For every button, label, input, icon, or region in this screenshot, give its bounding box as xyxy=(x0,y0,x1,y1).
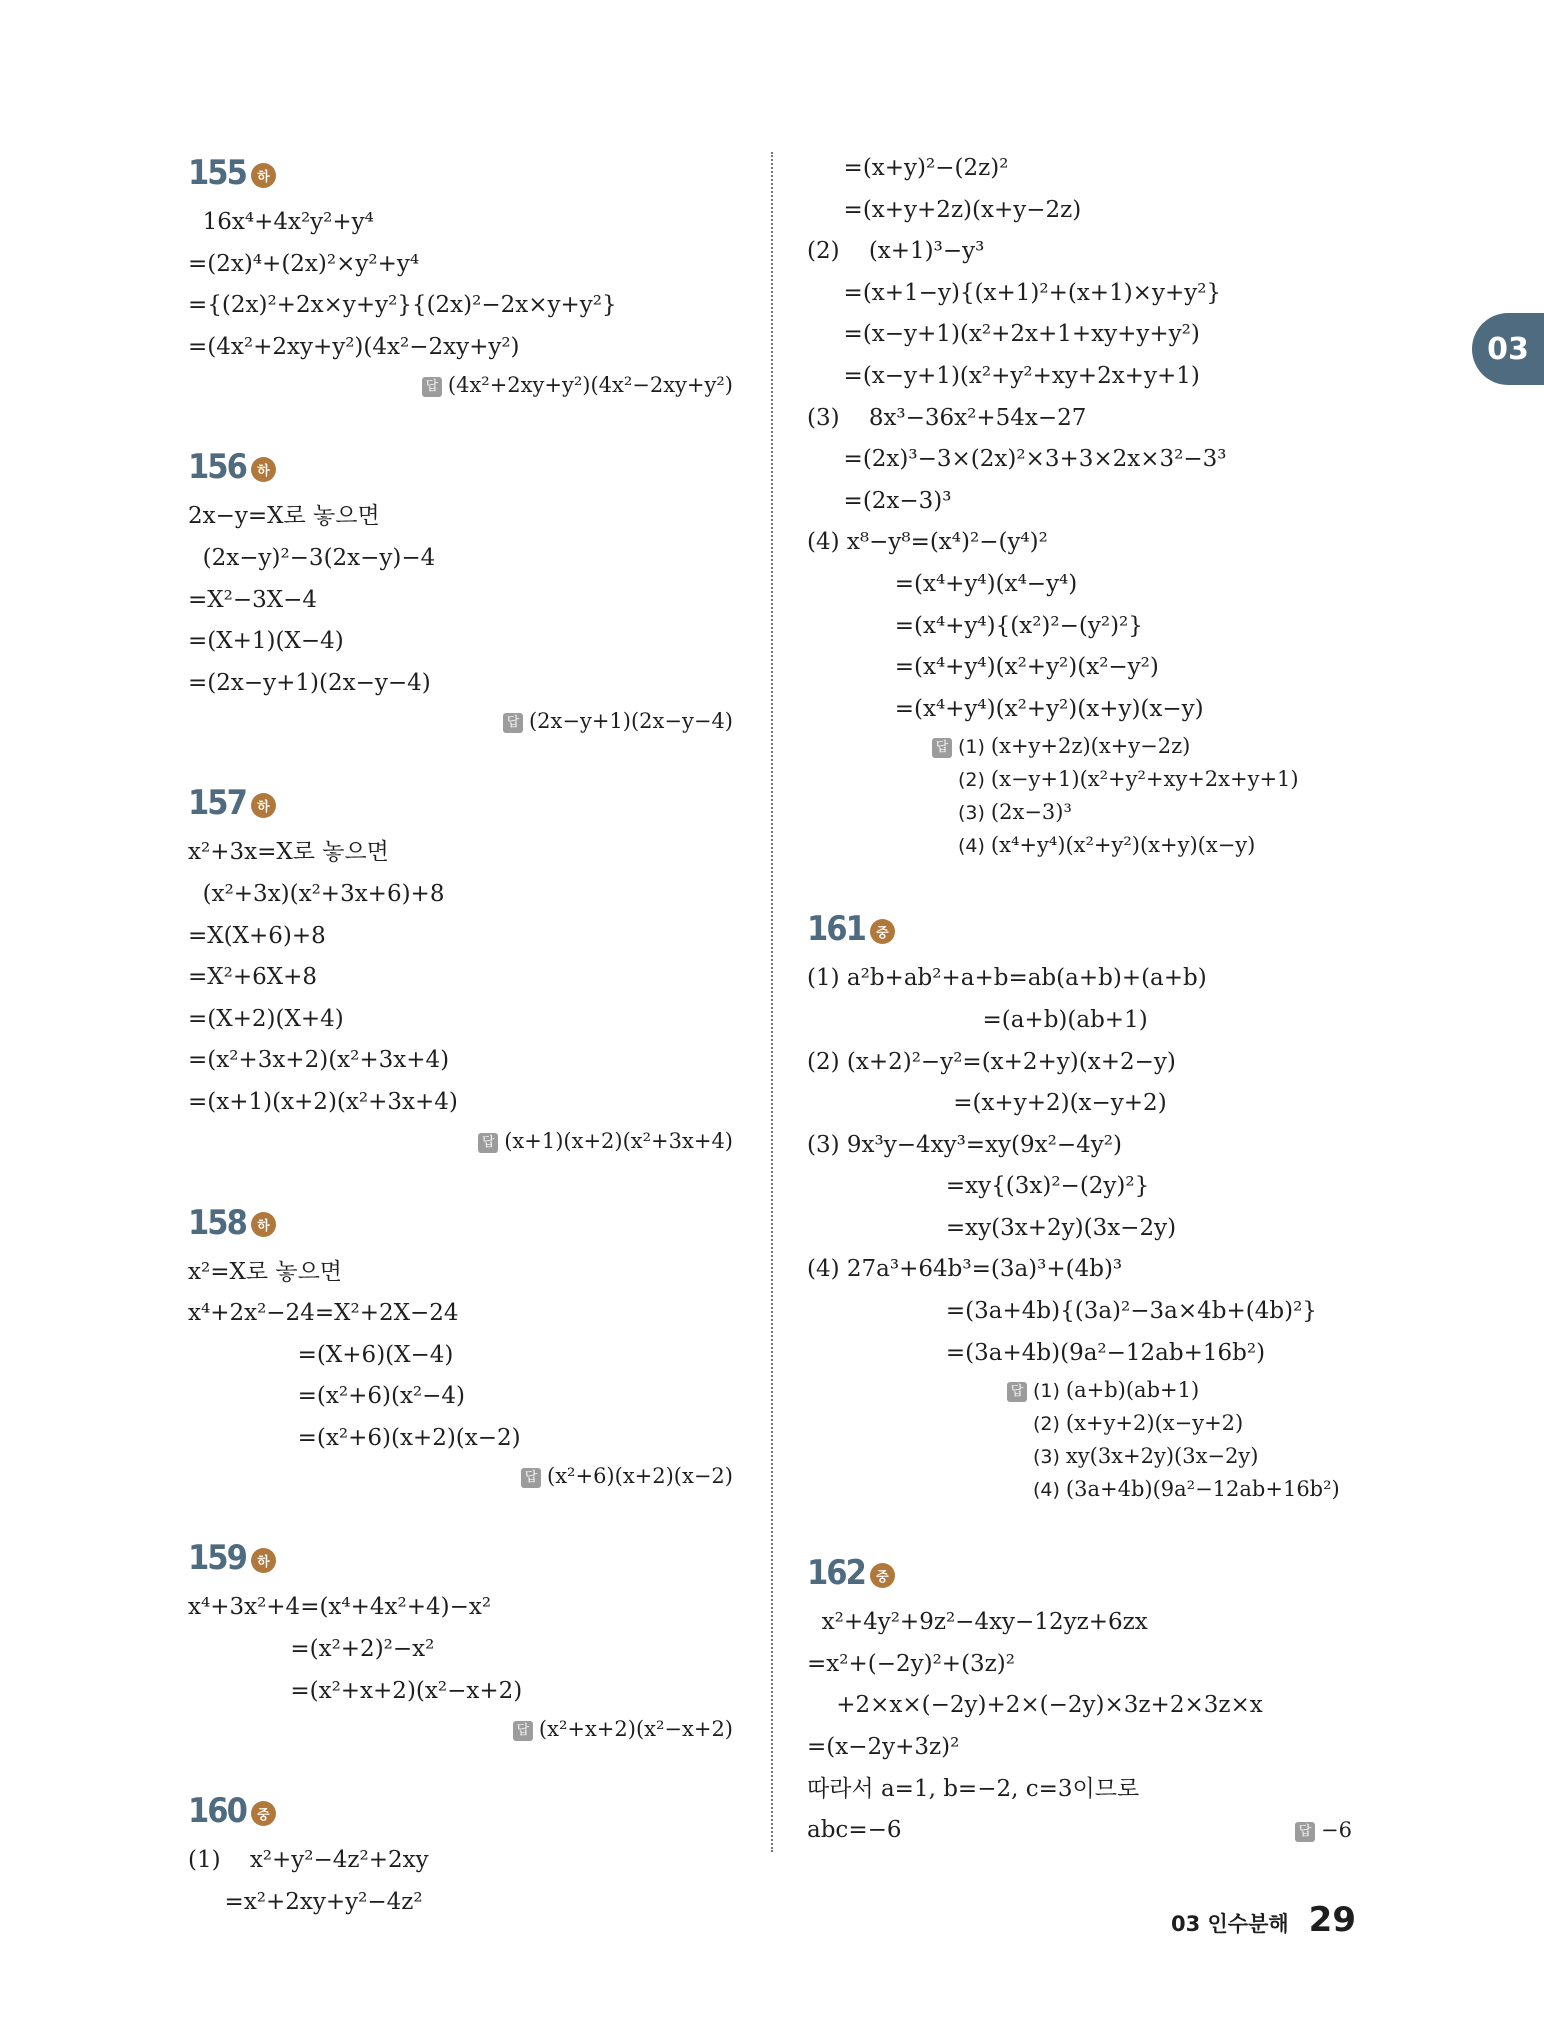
solution-line: =(3a+4b){(3a)²−3a×4b+(4b)²} xyxy=(807,1298,1317,1325)
footer-chapter-title: 03 인수분해 xyxy=(1170,1912,1289,1936)
solution-line: =(x⁴+y⁴)(x²+y²)(x²−y²) xyxy=(807,654,1159,681)
problem-header xyxy=(188,1198,733,1248)
solution-line: =(x−y+1)(x²+y²+xy+2x+y+1) xyxy=(807,362,1200,389)
answer-block xyxy=(807,730,1357,862)
answer-line xyxy=(1007,1407,1357,1440)
problem-162 xyxy=(807,1548,1357,1852)
problem-number: 160 xyxy=(188,1791,246,1832)
answer-text: xy(3x+2y)(3x−2y) xyxy=(1065,1444,1259,1469)
problem-159 xyxy=(188,1533,733,1746)
answer-line xyxy=(188,1459,733,1493)
answer-line xyxy=(1007,1374,1357,1407)
answer-line xyxy=(188,704,733,738)
solution-line: 따라서 a=1, b=−2, c=3이므로 xyxy=(807,1775,1140,1802)
page-number: 29 xyxy=(1308,1900,1356,1940)
solution-line: =(x⁴+y⁴)(x⁴−y⁴) xyxy=(807,570,1078,597)
solution-line: =(x+y)²−(2z)² xyxy=(807,155,1009,181)
solution-line: =(x²+6)(x+2)(x−2) xyxy=(188,1424,521,1451)
solution-line: 2x−y=X로 놓으면 xyxy=(188,503,380,530)
left-column xyxy=(188,148,733,1923)
answer-text: (x²+x+2)(x²−x+2) xyxy=(538,1717,733,1742)
difficulty-badge: 하 xyxy=(251,163,276,188)
answer-sub-label: (3) xyxy=(1033,1446,1060,1469)
solution-line: =(3a+4b)(9a²−12ab+16b²) xyxy=(807,1339,1266,1366)
answer-text: (2x−3)³ xyxy=(990,800,1072,825)
answer-text: (x²+6)(x+2)(x−2) xyxy=(547,1464,733,1489)
solution-line: (1) a²b+ab²+a+b=ab(a+b)+(a+b) xyxy=(807,965,1207,992)
solution-line: (1) x²+y²−4z²+2xy xyxy=(188,1847,429,1874)
solution-line: (2) (x+1)³−y³ xyxy=(807,238,985,265)
solution-line: =X²+6X+8 xyxy=(188,964,318,991)
solution-line: =(x²+6)(x²−4) xyxy=(188,1383,466,1410)
answer-icon: 답 xyxy=(503,713,523,733)
solution-line: =(2x−y+1)(2x−y−4) xyxy=(188,669,431,696)
solution-line: 16x⁴+4x²y²+y⁴ xyxy=(188,209,374,235)
final-answer xyxy=(1295,1810,1352,1852)
solution-line: (2x−y)²−3(2x−y)−4 xyxy=(188,544,436,571)
solution-line: =(x+1−y){(x+1)²+(x+1)×y+y²} xyxy=(807,279,1222,306)
difficulty-badge: 하 xyxy=(251,793,276,818)
difficulty-badge: 하 xyxy=(251,457,276,482)
problem-number: 161 xyxy=(807,909,865,950)
solution-line: =(x²+2)²−x² xyxy=(188,1636,435,1663)
solution-line: =(2x)³−3×(2x)²×3+3×2x×3²−3³ xyxy=(807,446,1227,473)
solution-line: =(X+1)(X−4) xyxy=(188,628,344,655)
solution-line: =x²+2xy+y²−4z² xyxy=(188,1888,423,1915)
problem-number: 156 xyxy=(188,447,246,488)
answer-line xyxy=(188,1712,733,1746)
problem-number: 155 xyxy=(188,153,246,193)
answer-line xyxy=(932,730,1357,763)
solution-line: (4) x⁸−y⁸=(x⁴)²−(y⁴)² xyxy=(807,529,1048,556)
answer-text: (x+1)(x+2)(x²+3x+4) xyxy=(504,1128,733,1153)
difficulty-badge: 중 xyxy=(870,919,895,944)
solution-line: +2×x×(−2y)+2×(−2y)×3z+2×3z×x xyxy=(807,1692,1263,1719)
problem-155 xyxy=(188,148,733,402)
solution-line: ={(2x)²+2x×y+y²}{(2x)²−2x×y+y²} xyxy=(188,292,617,319)
problem-header xyxy=(188,1786,733,1836)
final-line xyxy=(807,1810,1352,1852)
answer-text: (x+y+2z)(x+y−2z) xyxy=(990,734,1191,759)
answer-text: (x−y+1)(x²+y²+xy+2x+y+1) xyxy=(990,767,1299,792)
answer-sub-label: (2) xyxy=(1033,1413,1060,1436)
answer-text: (a+b)(ab+1) xyxy=(1065,1378,1200,1403)
solution-line: (4) 27a³+64b³=(3a)³+(4b)³ xyxy=(807,1256,1123,1283)
solution-line: x²=X로 놓으면 xyxy=(188,1258,343,1285)
difficulty-badge: 하 xyxy=(251,1548,276,1573)
solution-line: =(x+y+2z)(x+y−2z) xyxy=(807,196,1082,223)
answer-icon: 답 xyxy=(478,1133,498,1153)
problem-header xyxy=(188,148,733,198)
answer-line xyxy=(188,368,733,402)
solution-line: =xy{(3x)²−(2y)²} xyxy=(807,1173,1150,1200)
solution-line: =(2x)⁴+(2x)²×y²+y⁴ xyxy=(188,250,420,277)
answer-block xyxy=(807,1374,1357,1506)
answer-line xyxy=(1007,1440,1357,1473)
problem-header xyxy=(188,1533,733,1583)
answer-text: (4x²+2xy+y²)(4x²−2xy+y²) xyxy=(447,373,733,398)
answer-sub-label: (3) xyxy=(958,802,985,825)
answer-icon: 답 xyxy=(1007,1382,1027,1402)
answer-icon: 답 xyxy=(513,1721,533,1741)
page-footer xyxy=(1171,1900,1356,1940)
solution-line: =(4x²+2xy+y²)(4x²−2xy+y²) xyxy=(188,333,520,360)
answer-line xyxy=(932,829,1357,862)
chapter-tab: 03 xyxy=(1472,313,1544,385)
solution-line: =x²+(−2y)²+(3z)² xyxy=(807,1650,1015,1677)
solution-line: (2) (x+2)²−y²=(x+2+y)(x+2−y) xyxy=(807,1048,1176,1075)
solution-line: =xy(3x+2y)(3x−2y) xyxy=(807,1214,1177,1241)
problem-header xyxy=(188,778,733,828)
solution-line: (3) 9x³y−4xy³=xy(9x²−4y²) xyxy=(807,1131,1122,1158)
answer-sub-label: (4) xyxy=(958,835,985,858)
solution-line: =(x⁴+y⁴)(x²+y²)(x+y)(x−y) xyxy=(807,695,1204,722)
solution-line: =(x+y+2)(x−y+2) xyxy=(807,1090,1167,1117)
solution-line: =(a+b)(ab+1) xyxy=(807,1006,1148,1033)
problem-header xyxy=(807,1548,1357,1598)
solution-line: x²+4y²+9z²−4xy−12yz+6zx xyxy=(807,1609,1148,1636)
right-column xyxy=(807,148,1357,1852)
answer-text: (2x−y+1)(2x−y−4) xyxy=(528,709,733,734)
solution-line: =(X+6)(X−4) xyxy=(188,1341,454,1368)
solution-line: x⁴+3x²+4=(x⁴+4x²+4)−x² xyxy=(188,1594,492,1621)
problem-160-continued xyxy=(807,148,1357,862)
answer-icon: 답 xyxy=(932,738,952,758)
solution-line: =(x−2y+3z)² xyxy=(807,1734,960,1761)
answer-line xyxy=(932,796,1357,829)
solution-line: =(x²+x+2)(x²−x+2) xyxy=(188,1677,523,1704)
solution-line: =X²−3X−4 xyxy=(188,586,318,613)
final-text: abc=−6 xyxy=(807,1817,902,1844)
answer-icon: 답 xyxy=(521,1468,541,1488)
answer-sub-label: (1) xyxy=(958,736,985,759)
solution-line: =(x−y+1)(x²+2x+1+xy+y+y²) xyxy=(807,321,1200,348)
answer-line xyxy=(188,1124,733,1158)
problem-number: 158 xyxy=(188,1202,246,1243)
problem-158 xyxy=(188,1198,733,1494)
difficulty-badge: 중 xyxy=(251,1801,276,1826)
solution-line: (3) 8x³−36x²+54x−27 xyxy=(807,404,1087,431)
answer-text: −6 xyxy=(1321,1818,1352,1843)
solution-line: x²+3x=X로 놓으면 xyxy=(188,839,389,866)
answer-text: (3a+4b)(9a²−12ab+16b²) xyxy=(1065,1477,1340,1502)
answer-text: (x⁴+y⁴)(x²+y²)(x+y)(x−y) xyxy=(990,833,1256,858)
problem-header xyxy=(807,904,1357,954)
difficulty-badge: 하 xyxy=(251,1212,276,1237)
answer-sub-label: (4) xyxy=(1033,1479,1060,1502)
problem-161 xyxy=(807,904,1357,1506)
problem-157 xyxy=(188,778,733,1157)
answer-line xyxy=(932,763,1357,796)
answer-sub-label: (2) xyxy=(958,769,985,792)
solution-line: =X(X+6)+8 xyxy=(188,922,326,949)
problem-160 xyxy=(188,1786,733,1923)
problem-number: 157 xyxy=(188,783,246,824)
answer-icon: 답 xyxy=(422,377,442,397)
solution-line: =(2x−3)³ xyxy=(807,487,952,514)
solution-line: =(X+2)(X+4) xyxy=(188,1005,344,1032)
solution-line: x⁴+2x²−24=X²+2X−24 xyxy=(188,1300,459,1327)
solution-line: =(x⁴+y⁴){(x²)²−(y²)²} xyxy=(807,612,1143,639)
difficulty-badge: 중 xyxy=(870,1563,895,1588)
answer-sub-label: (1) xyxy=(1033,1380,1060,1403)
column-divider xyxy=(771,152,773,1852)
problem-156 xyxy=(188,442,733,738)
solution-line: (x²+3x)(x²+3x+6)+8 xyxy=(188,880,445,907)
problem-number: 162 xyxy=(807,1553,865,1594)
problem-number: 159 xyxy=(188,1538,246,1579)
answer-line xyxy=(1007,1473,1357,1506)
solution-line: =(x²+3x+2)(x²+3x+4) xyxy=(188,1047,450,1074)
answer-icon: 답 xyxy=(1295,1822,1315,1842)
answer-text: (x+y+2)(x−y+2) xyxy=(1065,1411,1244,1436)
solution-line: =(x+1)(x+2)(x²+3x+4) xyxy=(188,1088,458,1115)
problem-header xyxy=(188,442,733,492)
